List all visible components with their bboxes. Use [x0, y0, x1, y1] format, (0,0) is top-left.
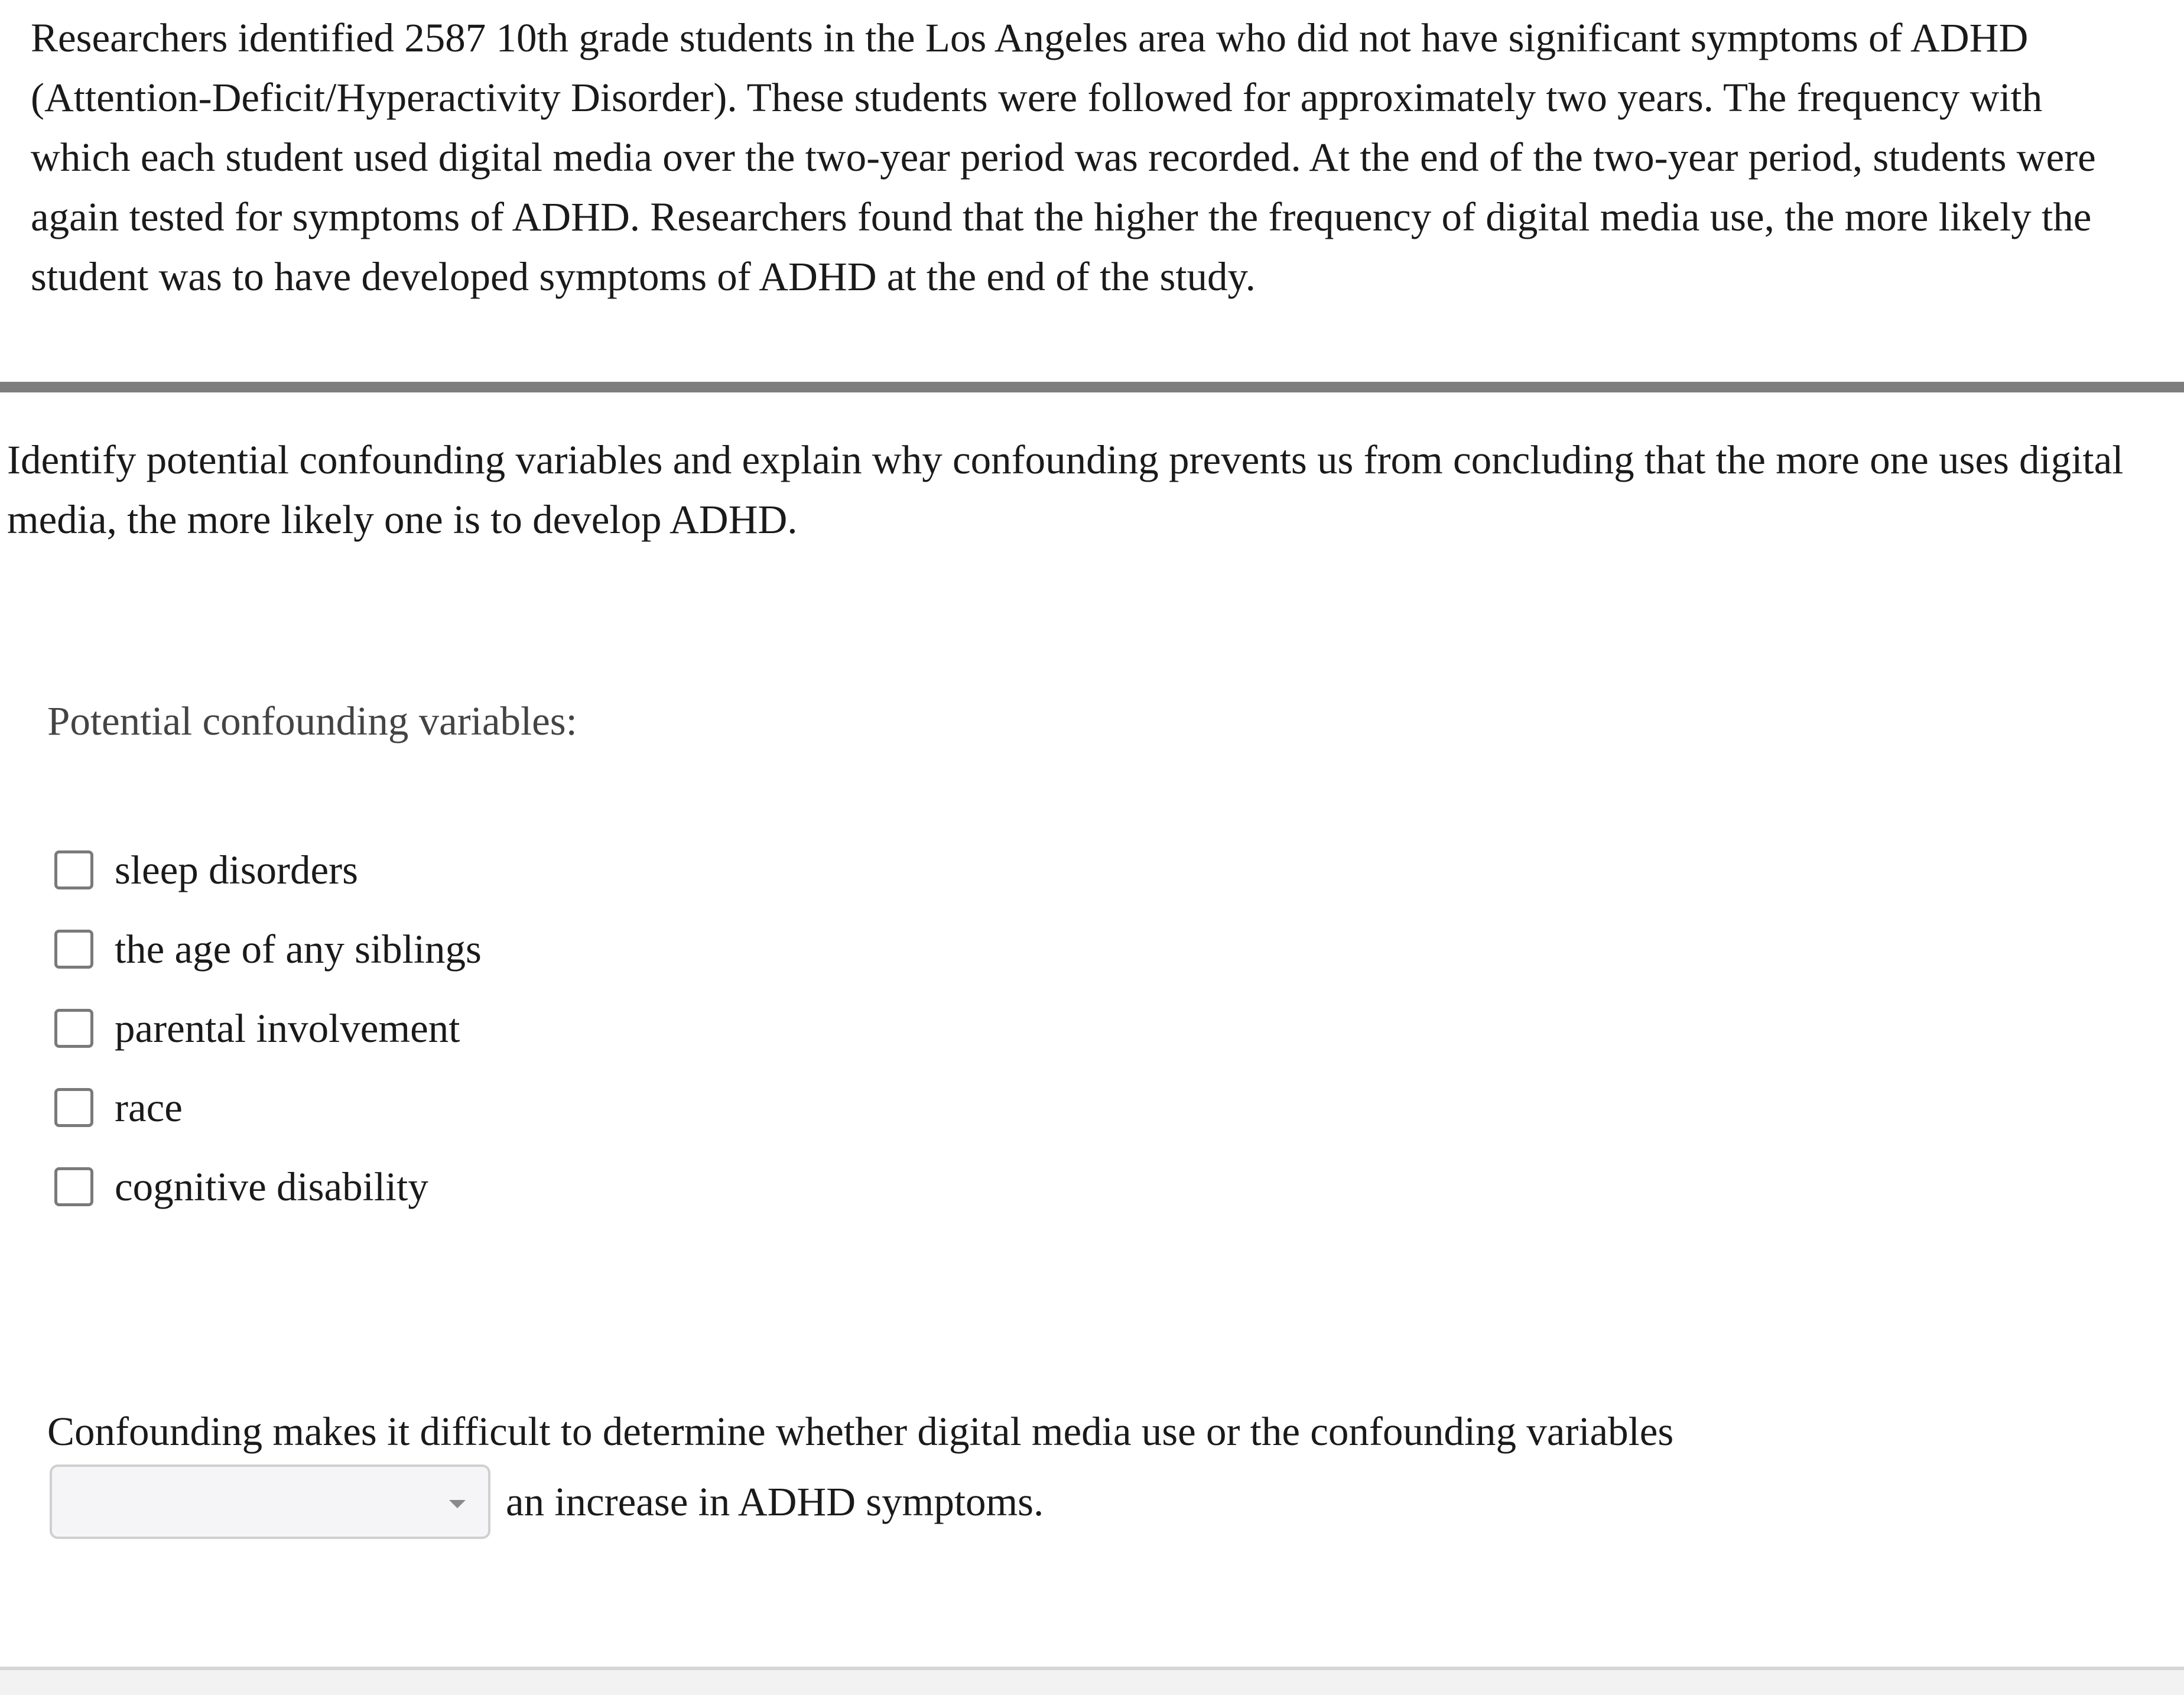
checkbox[interactable] [54, 850, 93, 889]
option-label: parental involvement [115, 1005, 460, 1051]
option-label: sleep disorders [115, 847, 358, 892]
cause-dropdown[interactable] [50, 1465, 490, 1539]
option-label: cognitive disability [115, 1164, 428, 1209]
explanation-sentence-start: Confounding makes it difficult to determine whether digital media use or the confounding variables [47, 1409, 1674, 1454]
checkbox[interactable] [54, 930, 93, 969]
question-prompt: Identify potential confounding variables and explain why confounding prevents us from concluding that the more one uses digital media, the more likely one is to develop ADHD. [7, 437, 2124, 542]
option-label: race [115, 1084, 183, 1130]
chevron-down-icon [449, 1500, 466, 1508]
option-parental-involvement[interactable] [54, 989, 482, 1068]
option-label: the age of any siblings [115, 926, 482, 972]
explanation-sentence-end: an increase in ADHD symptoms. [506, 1479, 1044, 1524]
checkbox[interactable] [54, 1088, 93, 1127]
section-divider [0, 382, 2184, 392]
scenario-text: Researchers identified 2587 10th grade students in the Los Angeles area who did not have significant symptoms of ADHD (Attention-Deficit/Hyperactivity Disorder). These students were followed for approximately two years. The frequency with which each student used digital media over the two-year period was recorded. At the end of the two-year period, students were again tested for symptoms of ADHD. Researchers found that the higher the frequency of digital media use, the more likely the student was to have developed symptoms of ADHD at the end of the study. [31, 15, 2096, 299]
option-sleep-disorders[interactable] [54, 830, 482, 910]
confounders-label: Potential confounding variables: [47, 699, 577, 743]
footer-band [0, 1670, 2184, 1695]
checkbox[interactable] [54, 1167, 93, 1206]
explanation-line [50, 1465, 1044, 1539]
option-race[interactable] [54, 1068, 482, 1147]
option-cognitive-disability[interactable] [54, 1147, 482, 1226]
checkbox[interactable] [54, 1009, 93, 1048]
option-sibling-age[interactable] [54, 910, 482, 989]
confounder-options [54, 830, 482, 1226]
